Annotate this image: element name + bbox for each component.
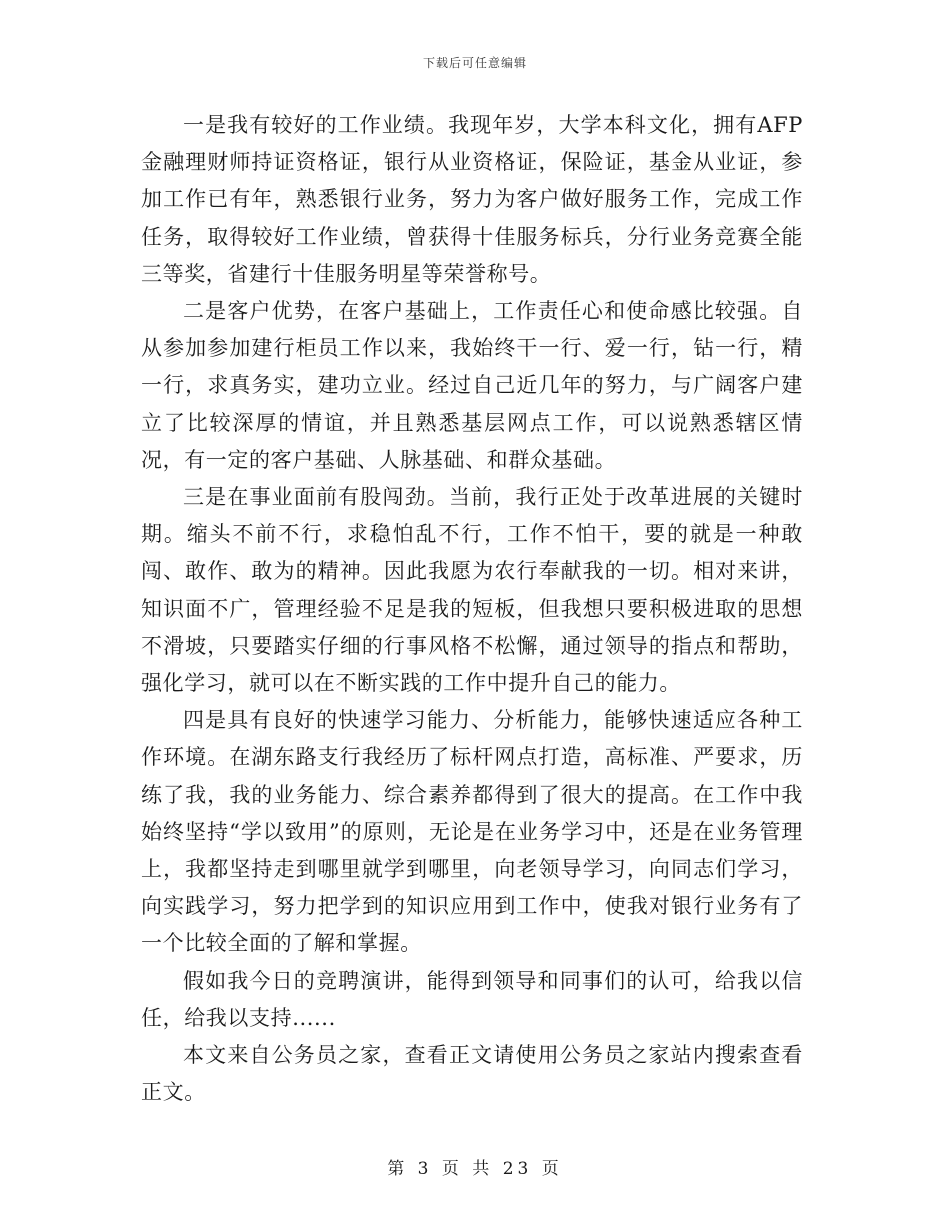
header-note: 下载后可任意编辑: [422, 56, 527, 70]
paragraph-3: 三是在事业面前有股闯劲。当前，我行正处于改革进展的关键时期。缩头不前不行，求稳怕乱不行，工作不怕干，要的就是一种敢闯、敢作、敢为的精神。因此我愿为农行奉献我的一切。相对来讲，知识面不广，管理经验不足是我的短板，但我想只要积极进取的思想不滑坡，只要踏实仔细的行事风格不松懈，通过领导的指点和帮助，强化学习，就可以在不断实践的工作中提升自己的能力。: [141, 485, 803, 696]
paragraph-6: 本文来自公务员之家，查看正文请使用公务员之家站内搜索查看正文。: [141, 1043, 803, 1105]
paragraph-5: 假如我今日的竞聘演讲，能得到领导和同事们的认可，给我以信任，给我以支持......: [141, 968, 803, 1030]
paragraph-1: 一是我有较好的工作业绩。我现年岁，大学本科文化，拥有AFP金融理财师持证资格证，银行从业资格证，保险证，基金从业证，参加工作已有年，熟悉银行业务，努力为客户做好服务工作，完成工作任务，取得较好工作业绩，曾获得十佳服务标兵，分行业务竞赛全能三等奖，省建行十佳服务明星等荣誉称号。: [141, 113, 803, 286]
paragraph-2: 二是客户优势，在客户基础上，工作责任心和使命感比较强。自从参加参加建行柜员工作以来，我始终干一行、爱一行，钻一行，精一行，求真务实，建功立业。经过自己近几年的努力，与广阔客户建立了比较深厚的情谊，并且熟悉基层网点工作，可以说熟悉辖区情况，有一定的客户基础、人脉基础、和群众基础。: [141, 299, 803, 472]
document-body: [141, 107, 803, 1111]
page-number-footer: 第 3 页 共 23 页: [387, 1159, 563, 1179]
paragraph-4: 四是具有良好的快速学习能力、分析能力，能够快速适应各种工作环境。在湖东路支行我经历了标杆网点打造，高标准、严要求，历练了我，我的业务能力、综合素养都得到了很大的提高。在工作中我始终坚持“学以致用”的原则，无论是在业务学习中，还是在业务管理上，我都坚持走到哪里就学到哪里，向老领导学习，向同志们学习，向实践学习，努力把学到的知识应用到工作中，使我对银行业务有了一个比较全面的了解和掌握。: [141, 708, 803, 956]
